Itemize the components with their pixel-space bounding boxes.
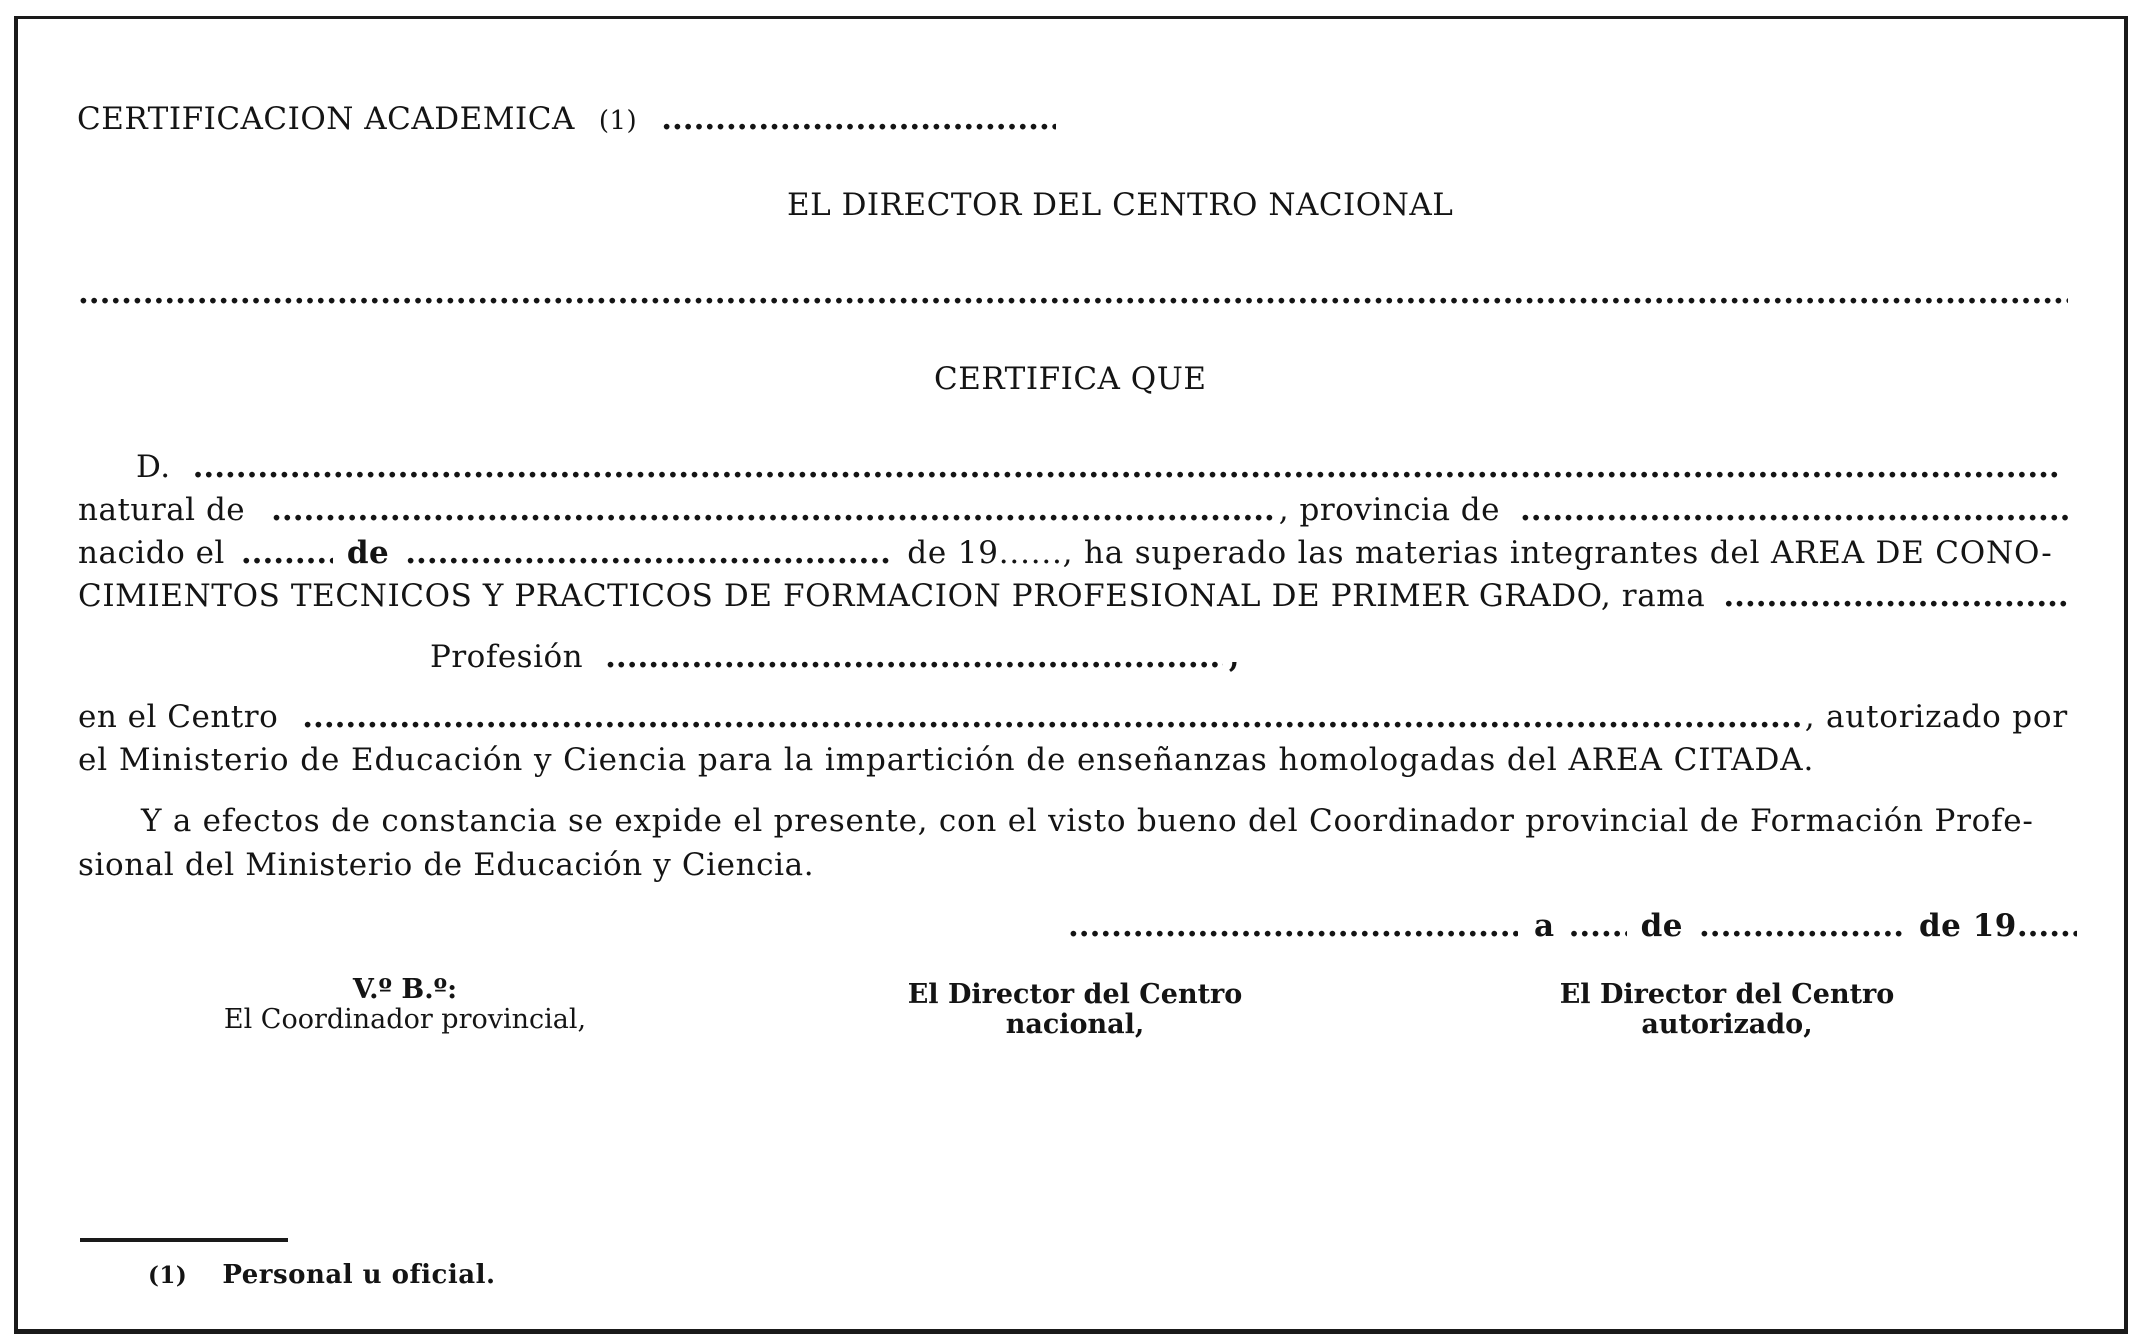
profession-line	[430, 639, 1240, 675]
date-line	[1068, 908, 2068, 944]
title-fill-dots	[661, 104, 1056, 135]
footnote-text: Personal u oficial.	[222, 1260, 496, 1290]
nacido-el-label: nacido el	[78, 535, 225, 571]
signature-director-autorizado	[1532, 980, 1922, 1040]
holder-name-line	[136, 449, 2068, 485]
birthplace-dots	[271, 495, 1273, 526]
coordinador-label: El Coordinador provincial,	[223, 1004, 587, 1035]
year-dots	[2017, 911, 2077, 942]
birth-month-dots	[405, 538, 893, 569]
birth-day-dots	[241, 538, 333, 569]
title-footnote-ref: (1)	[598, 106, 638, 136]
ministerio-line: el Ministerio de Educación y Ciencia para la impartición de enseñanzas homologadas del AREA CITADA.	[78, 742, 1815, 778]
date-de: de	[1640, 908, 1683, 944]
rama-dots	[1723, 581, 2068, 612]
constancia-line-2: sional del Ministerio de Educación y Ciencia.	[78, 847, 815, 883]
centro-dots	[302, 702, 1800, 733]
autorizado-por-label: , autorizado por	[1804, 699, 2068, 735]
document-title: CERTIFICACION ACADEMICA	[77, 101, 575, 137]
issuer-heading: EL DIRECTOR DEL CENTRO NACIONAL	[787, 187, 1454, 223]
signature-coordinador	[210, 975, 600, 1035]
birthdate-line	[78, 535, 2068, 571]
centro-name-dots	[78, 278, 2068, 309]
month-dots	[1699, 911, 1905, 942]
birthplace-line	[78, 492, 2068, 528]
footnote	[148, 1262, 496, 1288]
place-dots	[1068, 911, 1518, 942]
director-autorizado-label: El Director del Centro	[1559, 979, 1895, 1010]
area-text: CIMIENTOS TECNICOS Y PRACTICOS DE FORMACION PROFESIONAL DE PRIMER GRADO, rama	[78, 578, 1706, 614]
footnote-rule	[80, 1238, 288, 1242]
provincia-de-label: , provincia de	[1278, 492, 1500, 528]
holder-name-dots	[193, 452, 2062, 483]
natural-de-label: natural de	[78, 492, 246, 528]
signature-director-nacional	[880, 980, 1270, 1040]
nacional-label: nacional,	[1005, 1009, 1145, 1040]
constancia-line-1: Y a efectos de constancia se expide el presente, con el visto bueno del Coordinador provincial de Formación Profe-	[141, 803, 2034, 839]
day-dots	[1569, 911, 1627, 942]
vb-label: V.º B.º:	[352, 974, 458, 1005]
profession-comma: ,	[1228, 639, 1240, 675]
date-de-19: de 19	[1919, 908, 2017, 944]
centro-name-line	[78, 278, 2068, 309]
de-label: de	[346, 535, 390, 571]
province-dots	[1520, 495, 2068, 526]
footnote-mark: (1)	[148, 1262, 188, 1289]
director-nacional-label: El Director del Centro	[907, 979, 1243, 1010]
title-line	[77, 101, 1077, 137]
area-line	[78, 578, 2068, 614]
en-el-centro-label: en el Centro	[78, 699, 279, 735]
certifies-heading: CERTIFICA QUE	[934, 361, 1207, 397]
autorizado-label: autorizado,	[1641, 1009, 1813, 1040]
profession-dots	[605, 642, 1223, 673]
profesion-label: Profesión	[430, 639, 584, 675]
ha-superado-text: de 19......, ha superado las materias integrantes del AREA DE CONO-	[907, 535, 2053, 571]
date-a: a	[1534, 908, 1555, 944]
d-label: D.	[136, 449, 171, 485]
centro-line	[78, 699, 2068, 735]
